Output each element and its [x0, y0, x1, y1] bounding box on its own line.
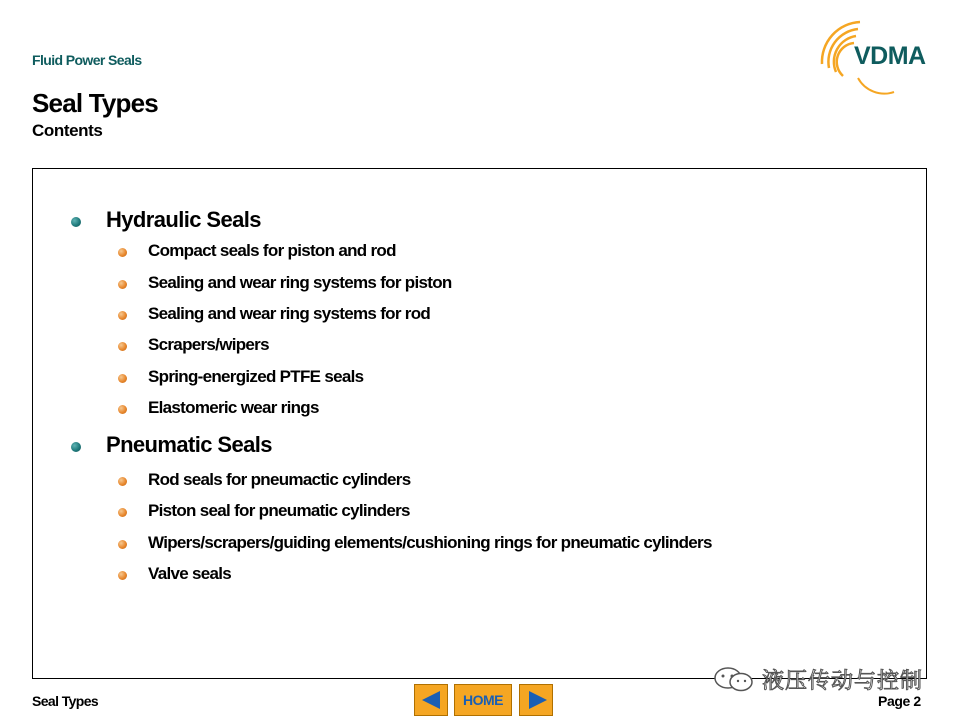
item-bullet-icon: [118, 405, 127, 414]
home-button-label: HOME: [463, 692, 503, 708]
list-item: Elastomeric wear rings: [148, 398, 319, 417]
item-bullet-icon: [118, 280, 127, 289]
item-bullet-icon: [118, 540, 127, 549]
group-heading-hydraulic: Hydraulic Seals: [106, 207, 261, 232]
section-name: Fluid Power Seals: [32, 52, 142, 68]
list-item: Spring-energized PTFE seals: [148, 367, 364, 386]
triangle-left-icon: [422, 691, 440, 709]
list-item: Valve seals: [148, 564, 232, 583]
group-bullet-icon: [71, 442, 81, 452]
list-item: Piston seal for pneumatic cylinders: [148, 501, 410, 520]
vdma-logo: [814, 16, 940, 96]
item-bullet-icon: [118, 248, 127, 257]
item-bullet-icon: [118, 571, 127, 580]
triangle-right-icon: [529, 691, 547, 709]
page-number: Page 2: [878, 693, 921, 709]
watermark: [712, 664, 934, 694]
item-bullet-icon: [118, 342, 127, 351]
footer-title: Seal Types: [32, 693, 99, 709]
previous-page-button[interactable]: [414, 684, 448, 716]
list-item: Sealing and wear ring systems for rod: [148, 304, 431, 323]
logo-text: VDMA: [854, 42, 926, 70]
list-item: Wipers/scrapers/guiding elements/cushioning rings for pneumatic cylinders: [148, 533, 712, 552]
item-bullet-icon: [118, 374, 127, 383]
wechat-icon: [712, 666, 756, 692]
group-heading-pneumatic: Pneumatic Seals: [106, 432, 272, 457]
list-item: Scrapers/wipers: [148, 335, 269, 354]
page-title: Seal Types: [32, 88, 158, 118]
list-item: Sealing and wear ring systems for piston: [148, 273, 452, 292]
list-item: Compact seals for piston and rod: [148, 241, 396, 260]
item-bullet-icon: [118, 311, 127, 320]
group-bullet-icon: [71, 217, 81, 227]
home-button[interactable]: [454, 684, 512, 716]
item-bullet-icon: [118, 477, 127, 486]
watermark-text: 液压传动与控制: [762, 669, 924, 694]
next-page-button[interactable]: [519, 684, 553, 716]
list-item: Rod seals for pneumactic cylinders: [148, 470, 411, 489]
item-bullet-icon: [118, 508, 127, 517]
page-subtitle: Contents: [32, 121, 103, 140]
